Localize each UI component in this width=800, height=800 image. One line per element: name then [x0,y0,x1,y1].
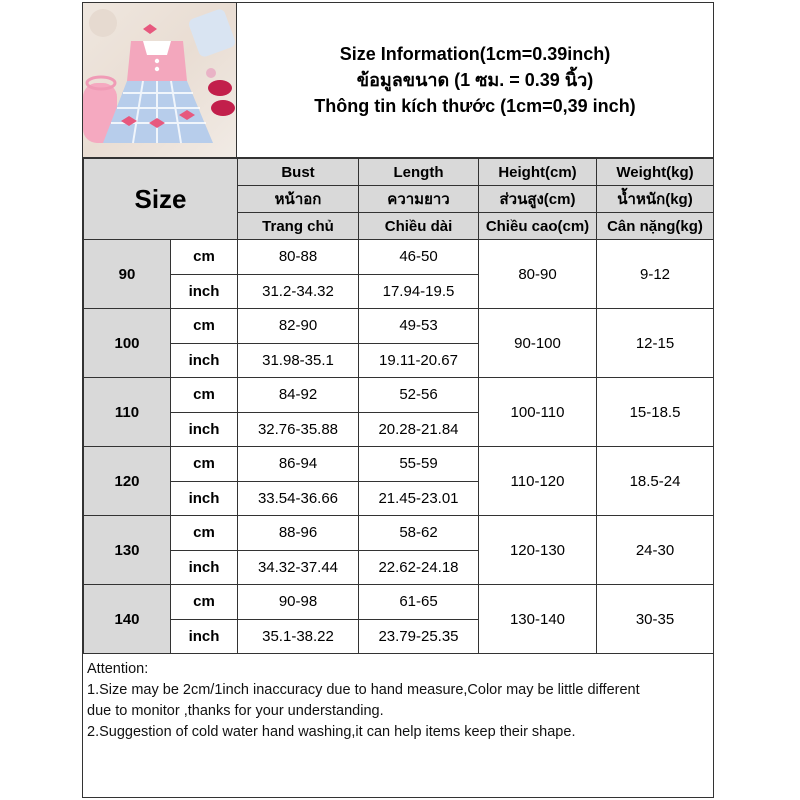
bust-inch-cell: 31.2-34.32 [238,274,359,309]
length-inch-cell: 20.28-21.84 [359,412,479,447]
length-header-en: Length [359,159,479,186]
attention-note-1b: due to monitor ,thanks for your understanding. [87,703,384,719]
product-photo [83,3,237,158]
weight-header-th: น้ำหนัก(kg) [597,186,714,213]
bust-header-en: Bust [238,159,359,186]
unit-inch-cell: inch [171,343,238,378]
height-cell: 120-130 [479,516,597,585]
size-cell: 130 [84,516,171,585]
bust-inch-cell: 33.54-36.66 [238,481,359,516]
size-cell: 110 [84,378,171,447]
size-cell: 140 [84,585,171,654]
unit-cm-cell: cm [171,378,238,413]
length-cm-cell: 61-65 [359,585,479,620]
height-cell: 130-140 [479,585,597,654]
unit-inch-cell: inch [171,412,238,447]
length-cm-cell: 46-50 [359,240,479,275]
unit-inch-cell: inch [171,619,238,654]
unit-cm-cell: cm [171,585,238,620]
unit-inch-cell: inch [171,274,238,309]
table-row [84,309,714,344]
bust-cm-cell: 88-96 [238,516,359,551]
bust-cm-cell: 86-94 [238,447,359,482]
size-header-cell [84,159,238,240]
height-cell: 100-110 [479,378,597,447]
length-inch-cell: 19.11-20.67 [359,343,479,378]
table-row [84,585,714,620]
table-row [84,516,714,551]
bust-cm-cell: 80-88 [238,240,359,275]
unit-cm-cell: cm [171,309,238,344]
size-header-label: Size [134,183,187,214]
title-english: Size Information(1cm=0.39inch) [339,44,611,64]
unit-inch-cell: inch [171,481,238,516]
length-cm-cell: 52-56 [359,378,479,413]
length-header-vi: Chiều dài [359,213,479,240]
height-header-en: Height(cm) [479,159,597,186]
title-thai: ข้อมูลขนาด (1 ซม. = 0.39 นิ้ว) [356,70,594,90]
height-cell: 90-100 [479,309,597,378]
bust-header-vi: Trang chủ [238,213,359,240]
attention-notes [87,659,711,743]
size-cell: 90 [84,240,171,309]
table-row [84,378,714,413]
header-row-english [84,159,714,186]
attention-note-2: 2.Suggestion of cold water hand washing,it can help items keep their shape. [87,724,576,740]
bust-cm-cell: 82-90 [238,309,359,344]
unit-cm-cell: cm [171,447,238,482]
weight-cell: 24-30 [597,516,714,585]
weight-cell: 15-18.5 [597,378,714,447]
title-vietnamese: Thông tin kích thước (1cm=0,39 inch) [314,96,636,116]
size-cell: 100 [84,309,171,378]
length-cm-cell: 49-53 [359,309,479,344]
weight-cell: 18.5-24 [597,447,714,516]
height-cell: 110-120 [479,447,597,516]
height-cell: 80-90 [479,240,597,309]
size-chart [82,2,714,798]
bust-inch-cell: 32.76-35.88 [238,412,359,447]
height-header-vi: Chiều cao(cm) [479,213,597,240]
attention-note-1a: 1.Size may be 2cm/1inch inaccuracy due to hand measure,Color may be little different [87,682,640,698]
length-inch-cell: 22.62-24.18 [359,550,479,585]
length-inch-cell: 17.94-19.5 [359,274,479,309]
dress-illustration [83,3,237,158]
height-header-th: ส่วนสูง(cm) [479,186,597,213]
weight-header-vi: Cân nặng(kg) [597,213,714,240]
weight-cell: 9-12 [597,240,714,309]
bust-inch-cell: 31.98-35.1 [238,343,359,378]
weight-cell: 30-35 [597,585,714,654]
length-cm-cell: 55-59 [359,447,479,482]
unit-inch-cell: inch [171,550,238,585]
weight-header-en: Weight(kg) [597,159,714,186]
length-cm-cell: 58-62 [359,516,479,551]
bust-inch-cell: 34.32-37.44 [238,550,359,585]
bust-cm-cell: 90-98 [238,585,359,620]
unit-cm-cell: cm [171,240,238,275]
weight-cell: 12-15 [597,309,714,378]
table-row [84,447,714,482]
bust-inch-cell: 35.1-38.22 [238,619,359,654]
bust-cm-cell: 84-92 [238,378,359,413]
length-header-th: ความยาว [359,186,479,213]
size-cell: 120 [84,447,171,516]
length-inch-cell: 21.45-23.01 [359,481,479,516]
size-information-title [237,3,713,158]
table-row [84,240,714,275]
unit-cm-cell: cm [171,516,238,551]
size-table [83,158,714,654]
attention-heading: Attention: [87,661,149,677]
bust-header-th: หน้าอก [238,186,359,213]
length-inch-cell: 23.79-25.35 [359,619,479,654]
